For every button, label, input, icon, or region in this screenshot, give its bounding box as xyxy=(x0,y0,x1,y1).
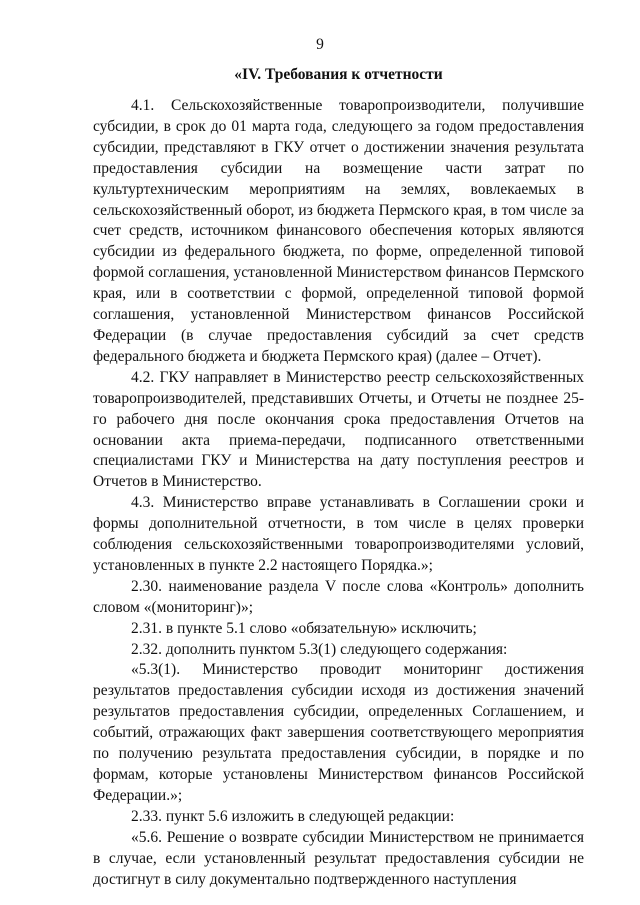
paragraph-5-3-1: «5.3(1). Министерство проводит мониторинг достижения результатов предоставления субсидии исходя из достижения значений результатов предоставления субсидии, определенных Соглашением, и событий, отражающих факт завершения соответствующего мероприятия по получению результата предоставления субсидии, в порядке и по формам, которые установлены Министерством финансов Российской Федерации.»; xyxy=(93,661,584,804)
section-heading: «IV. Требования к отчетности xyxy=(234,66,443,83)
paragraph-4-3: 4.3. Министерство вправе устанавливать в Соглашении сроки и формы дополнительной отчетности, в том числе в целях проверки соблюдения сельскохозяйственными товаропроизводителями условий, установленных в пункте 2.2 настоящего Порядка.»; xyxy=(93,494,584,574)
paragraph-2-30: 2.30. наименование раздела V после слова «Контроль» дополнить словом «(мониторинг)»; xyxy=(93,577,584,616)
paragraph-2-32: 2.32. дополнить пунктом 5.3(1) следующего содержания: xyxy=(131,640,508,658)
paragraph-5-6: «5.6. Решение о возврате субсидии Министерством не принимается в случае, если установленный результат предоставления субсидии не достигнут в силу документально подтвержденного наступления xyxy=(93,828,584,888)
paragraph-4-1: 4.1. Сельскохозяйственные товаропроизводители, получившие субсидии, в срок до 01 марта года, следующего за годом предоставления субсидии, представляют в ГКУ отчет о достижении значения результата предоставления субсидии на возмещение части затрат по культуртехническим мероприятиям на землях, вовлекаемых в сельскохозяйственный оборот, из бюджета Пермского края, в том числе за счет средств, источником финансового обеспечения которых являются субсидии из федерального бюджета, по форме, определенной типовой формой соглашения, установленной Министерством финансов Пермского края, или в соответствии с формой, определенной типовой формой соглашения, установленной Министерством финансов Российской Федерации (в случае предоставления субсидий за счет средств федерального бюджета и бюджета Пермского края) (далее – Отчет). xyxy=(93,97,584,365)
paragraph-2-31: 2.31. в пункте 5.1 слово «обязательную» исключить; xyxy=(131,619,477,637)
paragraph-4-2: 4.2. ГКУ направляет в Министерство реестр сельскохозяйственных товаропроизводителей, представивших Отчеты, и Отчеты не позднее 25-го рабочего дня после окончания срока предоставления Отчетов на основании акта приема-передачи, подписанного ответственными специалистами ГКУ и Министерства на дату поступления реестров и Отчетов в Министерство. xyxy=(93,368,584,491)
paragraph-2-33: 2.33. пункт 5.6 изложить в следующей редакции: xyxy=(131,807,455,825)
page-number: 9 xyxy=(316,36,324,53)
document-body xyxy=(93,96,584,890)
